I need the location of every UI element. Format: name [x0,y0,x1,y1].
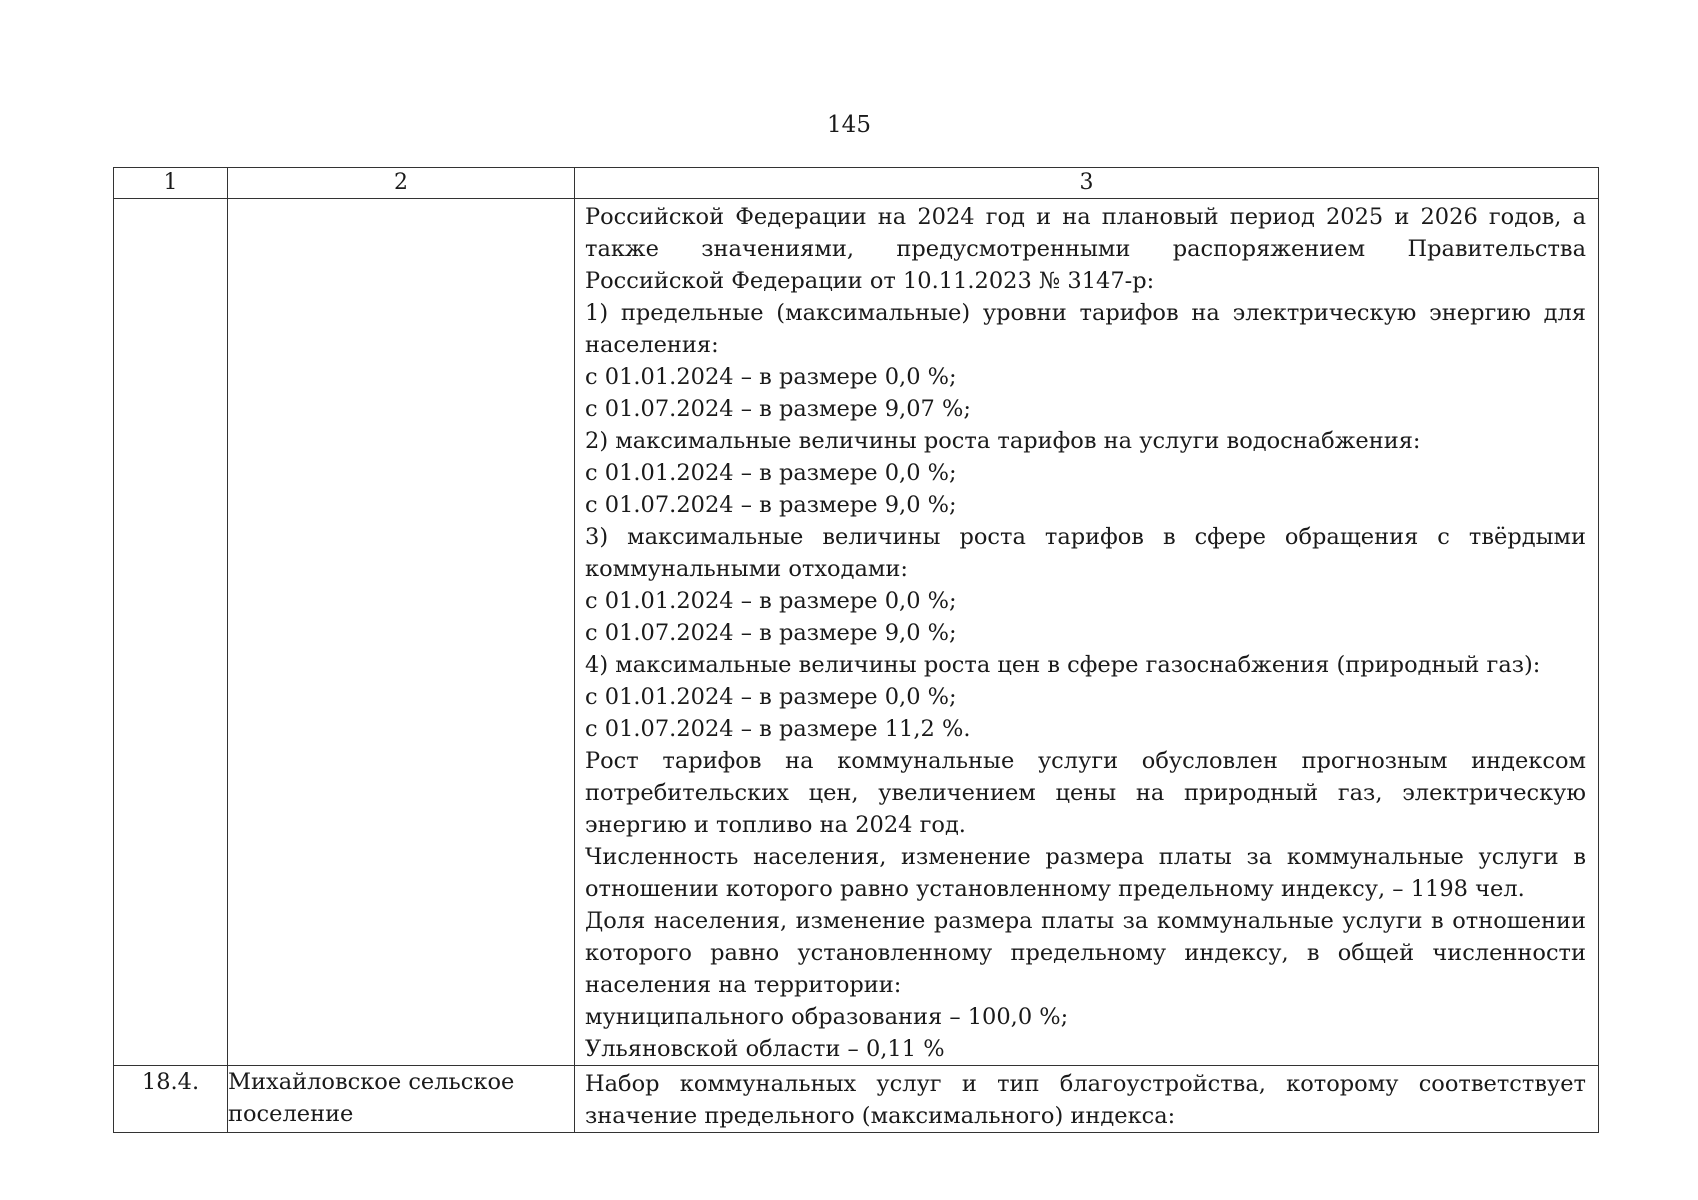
header-col-1: 1 [114,168,228,199]
table-row [114,199,1599,1066]
header-col-3: 3 [575,168,1599,199]
paragraph: с 01.07.2024 – в размере 11,2 %. [585,716,971,742]
paragraph: с 01.01.2024 – в размере 0,0 %; [585,364,957,390]
paragraph: 2) максимальные величины роста тарифов на услуги водоснабжения: [585,428,1421,454]
table-row [114,1066,1599,1133]
paragraph: Ульяновской области – 0,11 % [585,1036,945,1062]
header-col-2: 2 [228,168,575,199]
paragraph: с 01.07.2024 – в размере 9,0 %; [585,492,957,518]
paragraph: 4) максимальные величины роста цен в сфере газоснабжения (природный газ): [585,652,1541,678]
row-number-cell: 18.4. [114,1066,228,1133]
description-cell [575,199,1599,1066]
paragraph: с 01.01.2024 – в размере 0,0 %; [585,588,957,614]
paragraph: с 01.01.2024 – в размере 0,0 %; [585,684,957,710]
paragraph: с 01.07.2024 – в размере 9,07 %; [585,396,971,422]
paragraph: Российской Федерации на 2024 год и на плановый период 2025 и 2026 годов, а также значениями, предусмотренными распоряжением Правительства Российской Федерации от 10.11.2023 № 3147-р: [585,204,1586,294]
settlement-name-cell [228,199,575,1066]
tariff-table [113,167,1599,1133]
settlement-name-cell: Михайловское сельское поселение [228,1066,575,1133]
paragraph: 1) предельные (максимальные) уровни тарифов на электрическую энергию для населения: [585,300,1586,358]
paragraph: Набор коммунальных услуг и тип благоустройства, которому соответствует значение предельного (максимального) индекса: [585,1071,1586,1129]
paragraph: Рост тарифов на коммунальные услуги обусловлен прогнозным индексом потребительских цен, увеличением цены на природный газ, электрическую энергию и топливо на 2024 год. [585,748,1586,838]
page-number: 145 [827,112,871,138]
paragraph: Доля населения, изменение размера платы за коммунальные услуги в отношении которого равно установленному предельному индексу, в общей численности населения на территории: [585,908,1586,998]
paragraph: с 01.07.2024 – в размере 9,0 %; [585,620,957,646]
table-header-row [114,168,1599,199]
paragraph: Численность населения, изменение размера платы за коммунальные услуги в отношении которого равно установленному предельному индексу, – 1198 чел. [585,844,1586,902]
paragraph: 3) максимальные величины роста тарифов в сфере обращения с твёрдыми коммунальными отходами: [585,524,1586,582]
paragraph: с 01.01.2024 – в размере 0,0 %; [585,460,957,486]
row-number-cell [114,199,228,1066]
description-cell [575,1066,1599,1133]
paragraph: муниципального образования – 100,0 %; [585,1004,1069,1030]
